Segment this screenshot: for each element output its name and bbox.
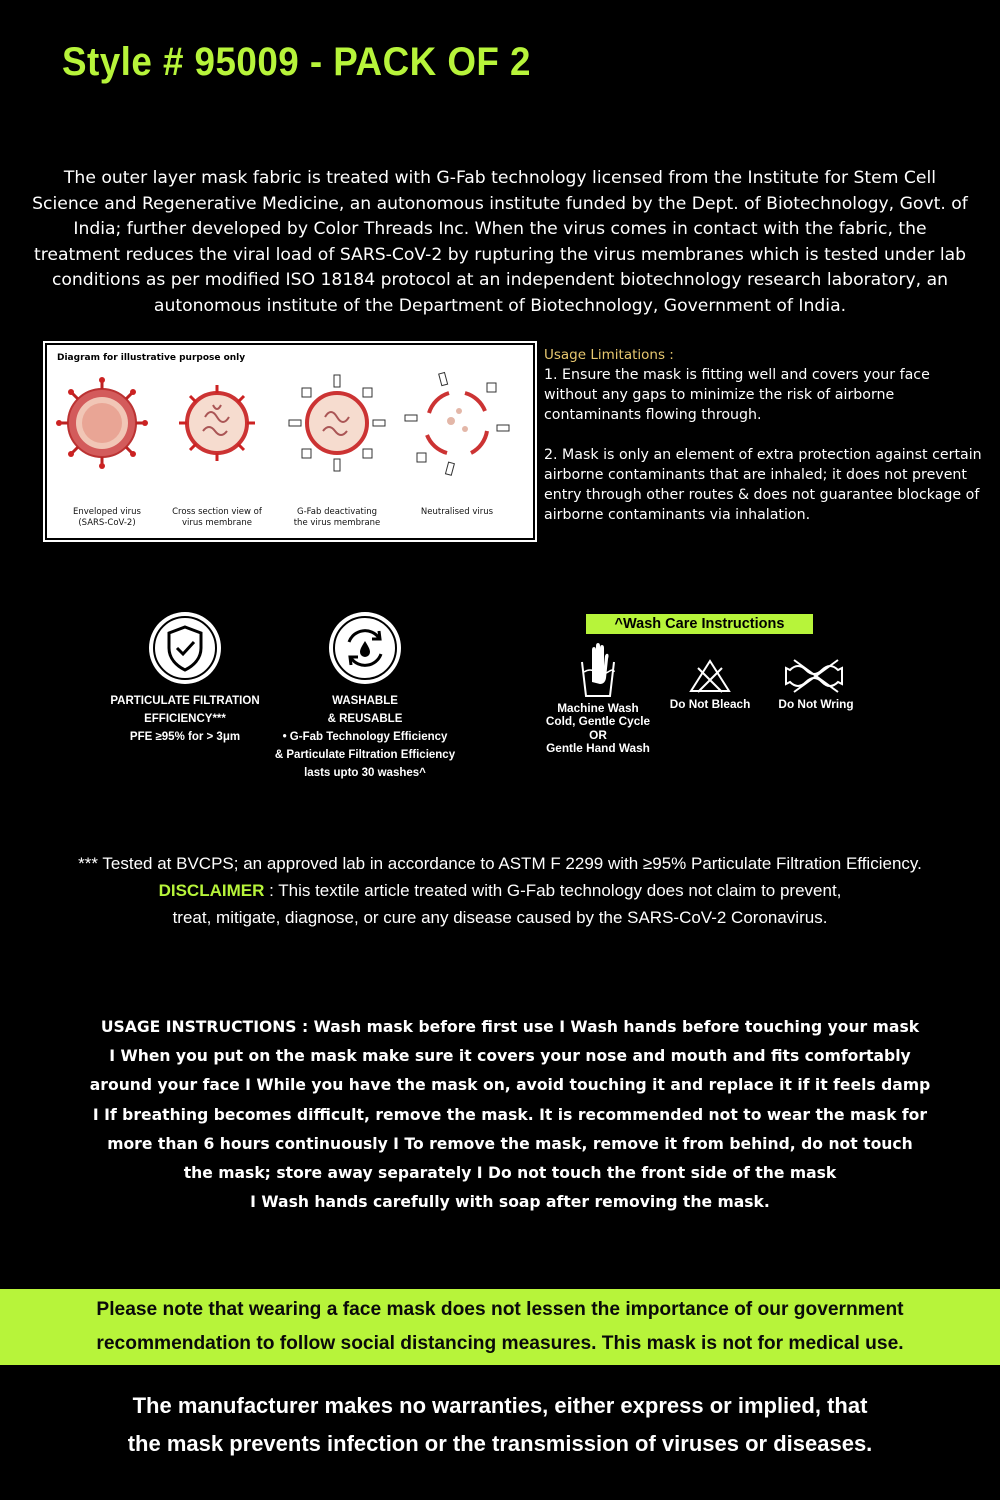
disclaimer-label: DISCLAIMER <box>158 881 265 900</box>
care-label: Do Not Wring <box>778 696 854 711</box>
care-label: Gentle Hand Wash <box>546 741 650 755</box>
virus-diagram <box>45 343 535 540</box>
testing-note <box>0 850 1000 931</box>
usage-limitation-point: 2. Mask is only an element of extra protection against certain airborne contaminants that are inhaled; it does not prevent entry through other routes & does not guarantee blockage of airborne contaminants via inhalation. <box>544 447 982 523</box>
stage-caption: Cross section view of <box>172 507 262 517</box>
notice-line: Please note that wearing a face mask does not lessen the importance of our government <box>96 1299 904 1320</box>
usage-line: the mask; store away separately I Do not touch the front side of the mask <box>183 1164 837 1183</box>
usage-line: I When you put on the mask make sure it covers your nose and mouth and fits comfortably <box>109 1047 911 1066</box>
feature-detail: lasts upto 30 washes^ <box>304 767 426 779</box>
feature-detail: PFE ≥95% for > 3μm <box>129 731 241 743</box>
usage-line: I Wash hands carefully with soap after removing the mask. <box>250 1193 770 1212</box>
feature-title-sub: EFFICIENCY*** <box>144 713 226 725</box>
diagram-title: Diagram for illustrative purpose only <box>57 353 246 363</box>
warranty-line: The manufacturer makes no warranties, either express or implied, that <box>132 1393 868 1418</box>
neutralised-virus-icon <box>397 365 517 505</box>
social-distancing-notice <box>0 1289 1000 1365</box>
care-no-bleach <box>660 658 760 711</box>
care-label: Machine Wash <box>557 700 639 715</box>
feature-detail: & Particulate Filtration Efficiency <box>274 749 456 761</box>
notice-line: recommendation to follow social distancing measures. This mask is not for medical use. <box>96 1333 904 1354</box>
usage-line: more than 6 hours continuously I To remove the mask, remove it from behind, do not touch <box>107 1134 913 1153</box>
disclaimer-text: : This textile article treated with G-Fab technology does not claim to prevent, <box>264 881 842 900</box>
care-label: OR <box>589 727 607 742</box>
shield-check-icon <box>149 612 221 684</box>
stage-caption: Enveloped virus <box>72 507 141 517</box>
testing-line: *** Tested at BVCPS; an approved lab in accordance to ASTM F 2299 with ≥95% Particulate Filtration Efficiency. <box>78 854 922 873</box>
stage-caption-sub: the virus membrane <box>293 518 381 528</box>
warranty-line: the mask prevents infection or the transmission of viruses or diseases. <box>127 1431 873 1456</box>
gfab-deactivating-icon <box>277 365 397 505</box>
no-bleach-icon <box>688 658 732 694</box>
feature-title-sub: & REUSABLE <box>327 713 403 725</box>
stage-caption: Neutralised virus <box>420 507 494 517</box>
stage-enveloped-virus <box>47 365 167 533</box>
wash-care-heading: ^Wash Care Instructions <box>586 614 813 634</box>
no-wring-icon <box>784 658 848 694</box>
feature-title: PARTICULATE FILTRATION <box>110 695 260 707</box>
stage-gfab-deactivating <box>277 365 397 533</box>
enveloped-virus-icon <box>47 365 167 505</box>
usage-line: I If breathing becomes difficult, remove the mask. It is recommended not to wear the mask for <box>92 1105 928 1124</box>
stage-caption: G-Fab deactivating <box>297 507 377 517</box>
wash-cycle-icon <box>329 612 401 684</box>
usage-instructions-label: USAGE INSTRUCTIONS <box>100 1018 297 1036</box>
hand-wash-icon <box>578 642 618 698</box>
stage-caption-sub: (SARS-CoV-2) <box>78 518 136 528</box>
usage-line: : Wash mask before first use I Wash hands before touching your mask <box>296 1018 920 1036</box>
care-machine-wash <box>536 642 660 756</box>
disclaimer-text-cont: treat, mitigate, diagnose, or cure any disease caused by the SARS-CoV-2 Coronavirus. <box>172 908 828 927</box>
usage-limitations-heading: Usage Limitations : <box>544 347 674 363</box>
care-no-wring <box>766 658 866 711</box>
usage-limitation-point: 1. Ensure the mask is fitting well and covers your face without any gaps to minimize the risk of airborne contaminants flowing through. <box>544 367 930 423</box>
feature-detail: • G-Fab Technology Efficiency <box>282 731 448 743</box>
intro-paragraph: The outer layer mask fabric is treated with G-Fab technology licensed from the Institute for Stem Cell Science and Regenerative Medicine, an autonomous institute funded by the Dept. of Biotechnology, Govt. of India; further developed by Color Threads Inc. When the virus comes in contact with the fabric, the treatment reduces the viral load of SARS-CoV-2 by rupturing the virus membranes which is tested under lab conditions as per modified ISO 18184 protocol at an independent biotechnology research laboratory, an autonomous institute of the Department of Biotechnology, Government of India. <box>32 168 968 316</box>
usage-limitations <box>544 345 984 525</box>
page-title: Style # 95009 - PACK OF 2 <box>62 40 531 84</box>
usage-instructions <box>60 1013 960 1217</box>
care-label: Do Not Bleach <box>669 696 751 711</box>
feature-filtration <box>95 612 275 746</box>
stage-cross-section <box>157 365 277 533</box>
stage-caption-sub: virus membrane <box>182 518 252 528</box>
cross-section-icon <box>157 365 277 505</box>
care-label: Cold, Gentle Cycle <box>545 714 651 728</box>
stage-neutralised <box>397 365 517 533</box>
feature-washable <box>255 612 475 782</box>
warranty-notice <box>0 1387 1000 1463</box>
feature-title: WASHABLE <box>332 695 398 707</box>
usage-line: around your face I While you have the mask on, avoid touching it and replace it if it feels damp <box>89 1076 931 1095</box>
